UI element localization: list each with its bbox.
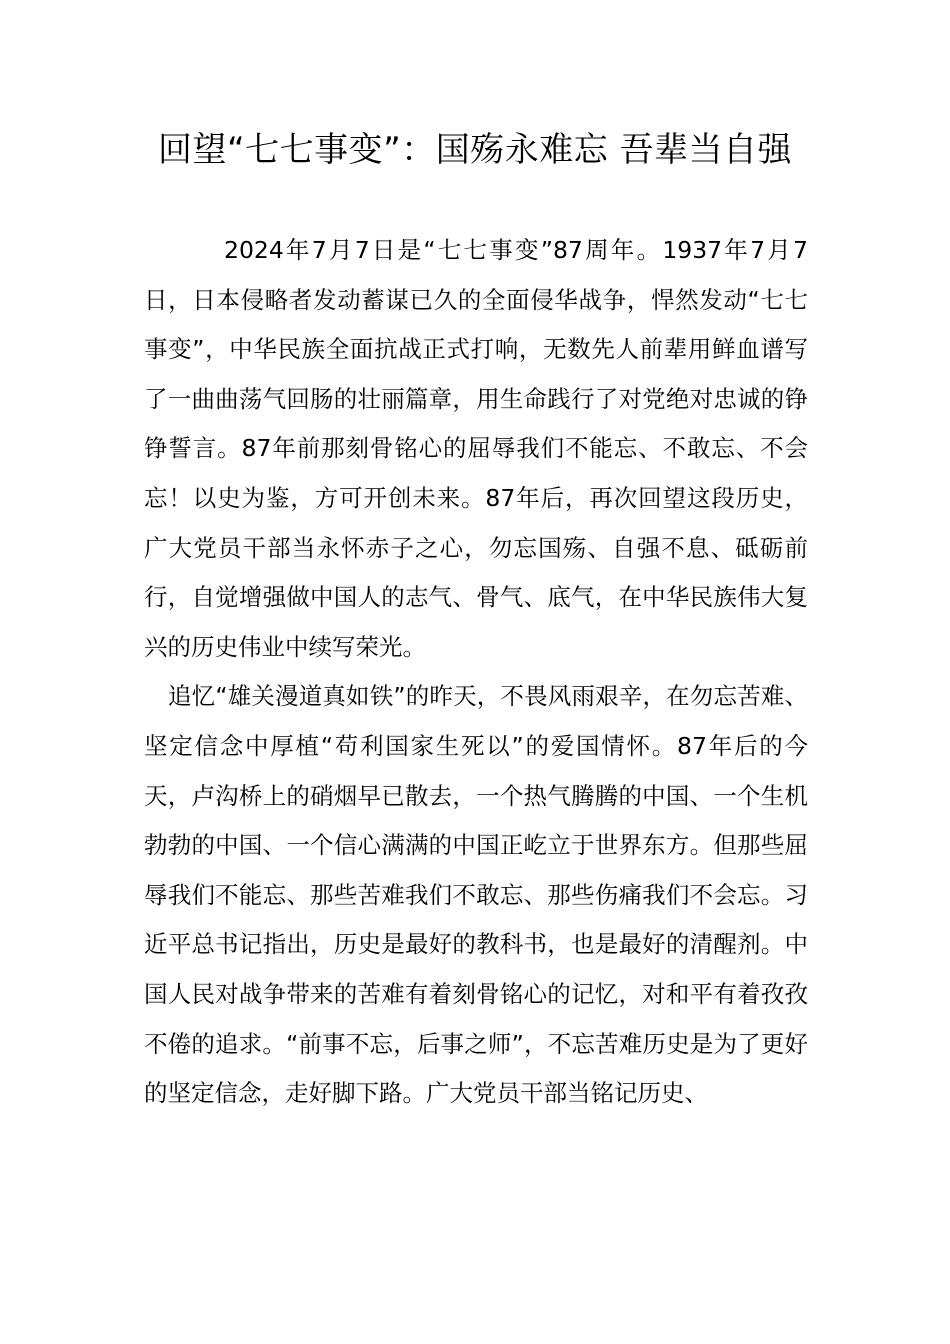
paragraph-2: 追忆“雄关漫道真如铁”的昨天，不畏风雨艰辛，在勿忘苦难、坚定信念中厚植“苟利国家生死以”的爱国情怀。87年后的今天，卢沟桥上的硝烟早已散去，一个热气腾腾的中国、一个生机勃勃的中国、一个信心满满的中国正屹立于世界东方。但那些屈辱我们不能忘、那些苦难我们不敢忘、那些伤痛我们不会忘。习近平总书记指出，历史是最好的教科书，也是最好的清醒剂。中国人民对战争带来的苦难有着刻骨铭心的记忆，对和平有着孜孜不倦的追求。“前事不忘，后事之师”，不忘苦难历史是为了更好的坚定信念，走好脚下路。广大党员干部当铭记历史、 <box>144 682 808 1108</box>
paragraph-1: 2024年7月7日是“七七事变”87周年。1937年7月7日，日本侵略者发动蓄谋已久的全面侵华战争，悍然发动“七七事变”，中华民族全面抗战正式打响，无数先人前辈用鲜血谱写了一曲曲荡气回肠的壮丽篇章，用生命践行了对党绝对忠诚的铮铮誓言。87年前那刻骨铭心的屈辱我们不能忘、不敢忘、不会忘！以史为鉴，方可开创未来。87年后，再次回望这段历史，广大党员干部当永怀赤子之心，勿忘国殇、自强不息、砥砺前行，自觉增强做中国人的志气、骨气、底气，在中华民族伟大复兴的历史伟业中续写荣光。 <box>144 236 808 661</box>
document-body <box>144 226 808 1119</box>
document-title: 回望“七七事变”：国殇永难忘 吾辈当自强 <box>157 130 793 170</box>
